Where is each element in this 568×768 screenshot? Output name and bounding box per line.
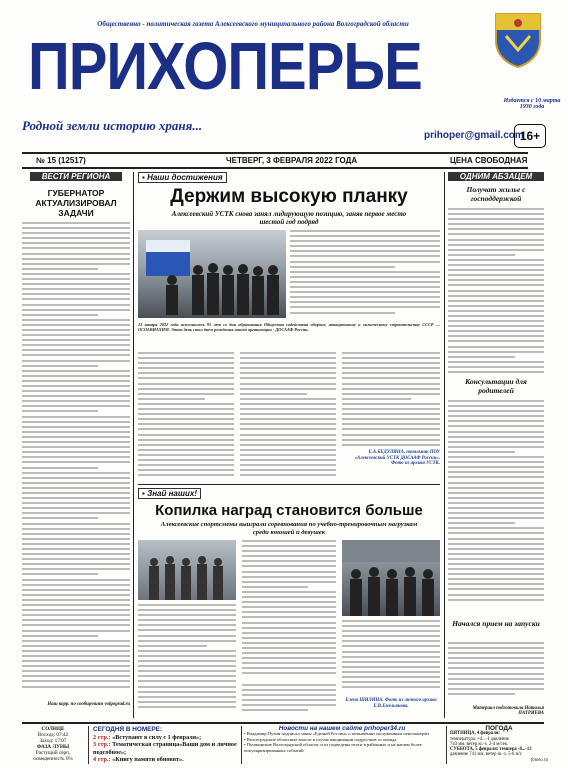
weather-line: температура: +4...-1 давление bbox=[450, 736, 509, 742]
left-footer: Наш корр. по сообщениям volgograd.ru bbox=[47, 702, 130, 707]
coat-of-arms-icon bbox=[492, 10, 544, 68]
right-byline: Материал подготовила Наталья ПАТРИЕВА bbox=[472, 706, 544, 716]
section-know-ours-label: Знай наших! bbox=[147, 489, 197, 498]
right-headline-1: Получат жилье с господдержкой bbox=[466, 185, 526, 203]
left-column bbox=[22, 172, 130, 718]
price: ЦЕНА СВОБОДНАЯ bbox=[450, 156, 528, 165]
center-column bbox=[138, 172, 440, 718]
right-headline-3: Начался прием на запуски bbox=[452, 619, 540, 628]
byline-2: Елена ШИЛИНА. Фото из личного архива Е.В.Емельянова. bbox=[345, 698, 437, 709]
weather-title: ПОГОДА bbox=[485, 725, 513, 732]
right-headline-2: Консультации для родителей bbox=[465, 377, 527, 395]
site-news-box bbox=[244, 726, 440, 764]
contents-title: СЕГОДНЯ В НОМЕРЕ: bbox=[93, 726, 163, 733]
sun-title: СОЛНЦЕ bbox=[41, 726, 65, 732]
masthead-subtitle: Общественно - политическая газета Алексеевского муниципального района Волгоградской области bbox=[97, 20, 409, 28]
moon-line-2: освещенность 6% bbox=[33, 756, 73, 762]
age-badge: 16+ bbox=[514, 124, 546, 148]
contents-item-1 bbox=[93, 734, 241, 742]
founded-note: Издается с 10 марта 1930 года bbox=[503, 98, 561, 110]
issue-number: № 15 (12517) bbox=[36, 156, 86, 165]
section-tag-one-paragraph: ОДНИМ АБЗАЦЕМ bbox=[448, 172, 544, 181]
sun-line-1: Восход: 07:42 bbox=[37, 732, 69, 738]
weather-line: ПЯТНИЦА, 4 февраля: bbox=[450, 731, 500, 737]
section-tag-achievements: ▪ Наши достижения bbox=[138, 172, 227, 183]
contents-item-2 bbox=[93, 741, 241, 756]
headline-1: Держим высокую планку bbox=[170, 186, 408, 207]
contents-box bbox=[88, 726, 242, 764]
site-news-item: • Владимир Путин подписал закон «Единой России» о повышении заслуженным пенсионерам bbox=[244, 731, 429, 737]
masthead-title: ПРИХОПЕРЬЕ bbox=[28, 29, 422, 104]
photo-caption: 23 января 2022 года исполнилось 95 лет со дня образования Общества содействия обороне, авиационному и химическому строительству СССР — ОСОАВИАХИМ. Этот день стал днем рождения нашей организации - ДОСААФ России. bbox=[138, 322, 440, 333]
contents-page-3: 4 стр.: bbox=[93, 756, 111, 763]
contents-page-1: 2 стр.: bbox=[93, 733, 111, 741]
sun-box bbox=[22, 726, 84, 764]
right-column bbox=[448, 172, 544, 718]
masthead bbox=[18, 8, 561, 158]
site-news-title: Новости на нашем сайте prihoper34.ru bbox=[278, 725, 406, 732]
group-photo bbox=[138, 230, 286, 318]
footer bbox=[22, 725, 548, 764]
weather-box bbox=[446, 726, 548, 764]
contents-text-2: Тематическая страница«Ваши дом и личное подсобное»; bbox=[93, 741, 237, 756]
site-news-item: • Волгоградские областные власти в случае вакцинации подростков от ковида bbox=[244, 736, 397, 742]
issue-date: ЧЕТВЕРГ, 3 ФЕВРАЛЯ 2022 ГОДА bbox=[226, 156, 358, 165]
sports-photo bbox=[138, 540, 236, 600]
contents-text-1: «Вступают в силу с 1 февраля»; bbox=[112, 733, 202, 741]
weather-line: 743 мм. ветер ю.-з. 2-4 м/сек. bbox=[450, 741, 509, 747]
section-tag-know-ours: ▪ Знай наших! bbox=[138, 488, 201, 499]
email: prihoper@gmail.com bbox=[424, 130, 524, 141]
contents-item-3 bbox=[93, 756, 241, 764]
contents-text-3: «Книгу памяти обновят». bbox=[112, 756, 184, 763]
weather-line: давление 741 мм. ветер ю.-з. 5-6 м/с bbox=[450, 752, 522, 758]
left-headline: ГУБЕРНАТОР АКТУАЛИЗИРОВАЛ ЗАДАЧИ bbox=[35, 188, 117, 218]
weather-line: СУББОТА, 5 февраля: темпера -8...-13 bbox=[450, 747, 532, 753]
awards-photo bbox=[342, 540, 440, 616]
site-news-item: • Пушкинские Волгоградской области стал подведены итоги в районных и на нашем более популяризированных событий bbox=[244, 742, 422, 753]
contents-page-2: 3 стр.: bbox=[93, 741, 111, 748]
sun-line-2: Заход: 17:07 bbox=[39, 738, 67, 744]
moon-line-1: Растущий серп, bbox=[35, 750, 71, 756]
headline-2: Копилка наград становится больше bbox=[155, 502, 423, 519]
subhead-2: Алексеевские спортсмены выиграли соревнования по учебно-тренировочным нагрузкам среди юношей и девушек bbox=[160, 521, 418, 536]
moon-title: ФАЗА ЛУНЫ bbox=[36, 744, 70, 750]
section-achievements-label: Наши достижения bbox=[147, 173, 223, 182]
subhead-1: Алексеевский УСТК снова занял лидирующую позицию, заняв первое место шестой год подряд bbox=[171, 210, 407, 226]
section-tag-region-news: ВЕСТИ РЕГИОНА bbox=[30, 172, 122, 181]
byline-1: Е.А.БЕДУЛИНА, начальник ПОУ «Алексеевский УСТК ДОСААФ России». Фото из архива УСТК. bbox=[354, 450, 440, 467]
masthead-slogan: Родной земли историю храня... bbox=[22, 118, 203, 133]
weather-source: fotoeo.ru bbox=[530, 758, 548, 763]
